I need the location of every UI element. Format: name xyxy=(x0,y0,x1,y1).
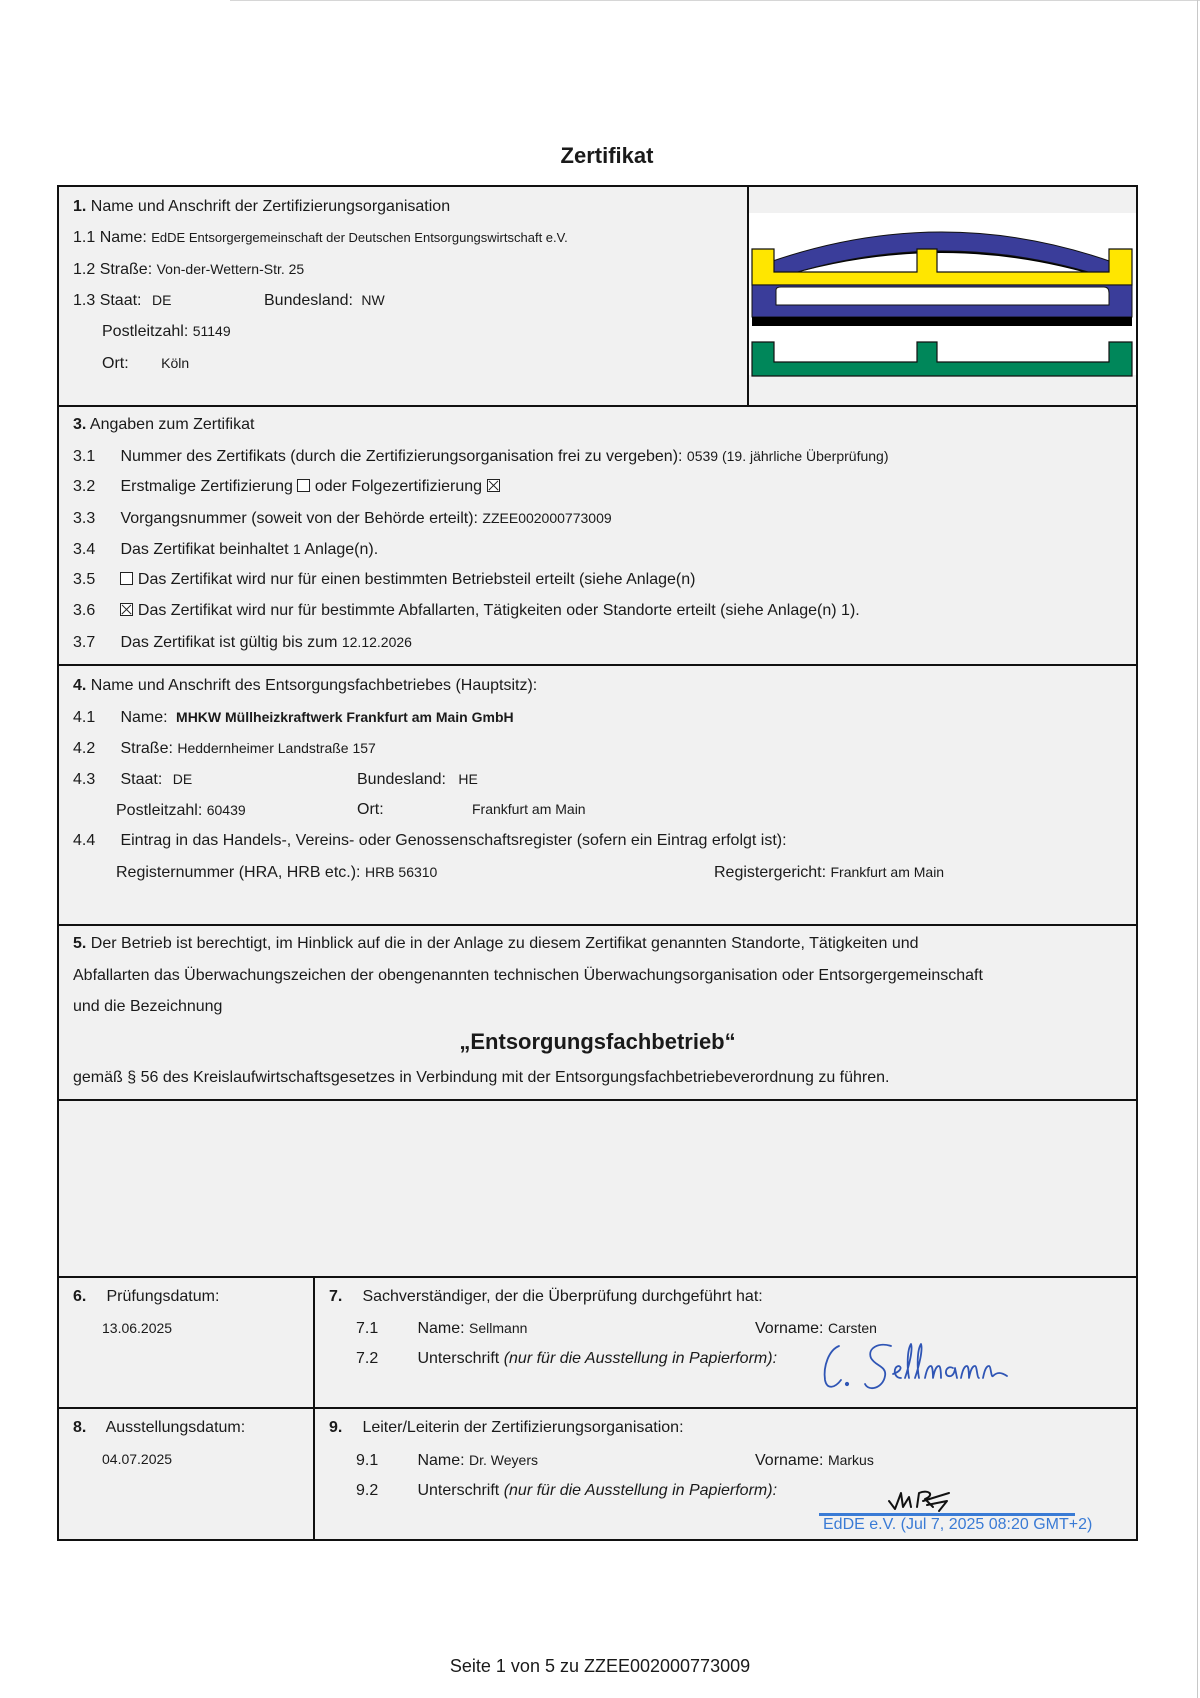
expert-heading: Sachverständiger, der die Überprüfung durchgeführt hat: xyxy=(362,1288,763,1305)
exam-date-label: Prüfungsdatum: xyxy=(106,1288,220,1305)
register-court-row xyxy=(714,862,944,883)
page-right-edge xyxy=(1197,0,1198,1698)
section-6-7-row xyxy=(57,1276,1138,1409)
company-street-row xyxy=(73,738,376,759)
org-street-value: Von-der-Wettern-Str. 25 xyxy=(156,261,305,277)
director-heading-row xyxy=(329,1418,684,1438)
section-8-9-row xyxy=(57,1407,1138,1541)
org-plz-row xyxy=(102,321,231,342)
designation-title: „Entsorgungsfachbetrieb“ xyxy=(459,1029,736,1054)
company-state-value: DE xyxy=(172,771,193,787)
section-number: 9. xyxy=(329,1419,343,1436)
issue-date-label: Ausstellungsdatum: xyxy=(105,1419,246,1436)
issue-date-label-row xyxy=(73,1418,245,1438)
initial-certification-label: Erstmalige Zertifizierung xyxy=(120,478,293,495)
director-signature-icon xyxy=(887,1487,957,1513)
item-number: 9.1 xyxy=(356,1452,379,1469)
edde-logo-icon xyxy=(749,187,1136,407)
company-ort-label: Ort: xyxy=(357,801,384,818)
company-ort-value: Frankfurt am Main xyxy=(472,801,586,817)
section-title: Name und Anschrift des Entsorgungsfachbetriebes (Hauptsitz): xyxy=(90,677,538,694)
procedure-number-row xyxy=(73,508,612,529)
company-name-value: MHKW Müllheizkraftwerk Frankfurt am Main GmbH xyxy=(176,709,514,725)
certification-type-row xyxy=(73,477,500,497)
org-plz-label: Postleitzahl: xyxy=(102,323,189,340)
esign-stamp: EdDE e.V. (Jul 7, 2025 08:20 GMT+2) xyxy=(823,1516,1093,1533)
validity-date: 12.12.2026 xyxy=(341,634,412,650)
section-1-organisation xyxy=(57,185,1138,407)
company-plz-row xyxy=(116,800,246,821)
page-footer: Seite 1 von 5 zu ZZEE002000773009 xyxy=(449,1656,751,1676)
section-4-company xyxy=(57,664,1138,926)
authorization-line-3: und die Bezeichnung xyxy=(73,998,223,1015)
item-number: 4.3 xyxy=(73,771,96,788)
org-bundesland-value: NW xyxy=(361,292,385,308)
org-street-label: 1.2 Straße: xyxy=(73,261,153,278)
section-number: 5. xyxy=(73,935,87,952)
org-bundesland-row xyxy=(264,290,385,311)
register-number-value: HRB 56310 xyxy=(364,864,438,880)
section-4-heading xyxy=(73,676,537,696)
cert-number-value: 0539 (19. jährliche Überprüfung) xyxy=(686,448,889,464)
authorization-line-2: Abfallarten das Überwachungszeichen der obengenannten technischen Überwachungsorganisation oder Entsorgergemeinschaft xyxy=(73,967,983,984)
company-name-row xyxy=(73,707,514,728)
org-name-value: EdDE Entsorgergemeinschaft der Deutschen Entsorgungswirtschaft e.V. xyxy=(151,230,568,245)
section-5-authorization xyxy=(57,924,1138,1101)
follow-up-certification-label: oder Folgezertifizierung xyxy=(314,478,483,495)
item-number: 7.1 xyxy=(356,1320,379,1337)
section-3-certificate-details xyxy=(57,405,1138,666)
company-ort-value-wrap xyxy=(472,799,586,820)
company-state-label: Staat: xyxy=(120,771,163,788)
register-court-value: Frankfurt am Main xyxy=(830,864,945,880)
procedure-number-label: Vorgangsnummer (soweit von der Behörde erteilt): xyxy=(120,510,478,527)
exam-date-value: 13.06.2025 xyxy=(102,1320,173,1336)
expert-firstname-value: Carsten xyxy=(827,1320,877,1336)
item-number: 3.2 xyxy=(73,478,96,495)
company-state-row xyxy=(73,769,192,790)
section-number: 4. xyxy=(73,677,87,694)
item-number: 7.2 xyxy=(356,1350,379,1367)
company-plz-label: Postleitzahl: xyxy=(116,802,203,819)
director-firstname-label: Vorname: xyxy=(755,1452,824,1469)
company-street-value: Heddernheimer Landstraße 157 xyxy=(177,740,376,756)
item-number: 4.4 xyxy=(73,832,96,849)
item-number: 3.3 xyxy=(73,510,96,527)
company-bundesland-value: HE xyxy=(458,771,478,787)
column-divider xyxy=(313,1409,315,1539)
attachments-suffix: Anlage(n). xyxy=(304,541,379,558)
expert-signature-row xyxy=(356,1349,777,1369)
company-ort-row xyxy=(357,800,384,820)
section-number: 8. xyxy=(73,1419,87,1436)
org-ort-row xyxy=(102,353,189,374)
company-bundesland-label: Bundesland: xyxy=(357,771,446,788)
attachments-row xyxy=(73,539,378,560)
item-number: 3.1 xyxy=(73,448,96,465)
operation-part-label: Das Zertifikat wird nur für einen bestimmten Betriebsteil erteilt (siehe Anlage(n) xyxy=(137,571,696,588)
section-number: 7. xyxy=(329,1288,343,1305)
authorization-text: Der Betrieb ist berechtigt, im Hinblick auf die in der Anlage zu diesem Zertifikat genannten Standorte, Tätigkeiten und xyxy=(90,935,919,952)
section-title: Angaben zum Zertifikat xyxy=(89,416,255,433)
follow-up-certification-checkbox[interactable] xyxy=(487,479,500,492)
org-plz-value: 51149 xyxy=(192,323,231,339)
section-3-heading xyxy=(73,415,254,435)
item-number: 4.1 xyxy=(73,709,96,726)
expert-heading-row xyxy=(329,1287,763,1307)
org-name-label: 1.1 Name: xyxy=(73,229,147,246)
org-state-label: 1.3 Staat: xyxy=(73,292,142,309)
column-divider xyxy=(313,1278,315,1407)
procedure-number-value: ZZEE002000773009 xyxy=(482,510,612,526)
register-row xyxy=(73,831,787,851)
org-bundesland-label: Bundesland: xyxy=(264,292,353,309)
cert-number-row xyxy=(73,446,889,467)
org-state-value: DE xyxy=(151,292,172,308)
org-state-row xyxy=(73,290,171,311)
exam-date-label-row xyxy=(73,1287,219,1307)
director-firstname-row xyxy=(755,1450,874,1471)
signature-label: Unterschrift xyxy=(417,1482,500,1499)
director-heading: Leiter/Leiterin der Zertifizierungsorganisation: xyxy=(362,1419,684,1436)
expert-firstname-label: Vorname: xyxy=(755,1320,824,1337)
waste-types-row xyxy=(73,601,860,621)
attachments-count: 1 xyxy=(292,541,301,557)
operation-part-row xyxy=(73,570,695,590)
section-number: 1. xyxy=(73,198,87,215)
org-ort-label: Ort: xyxy=(102,355,129,372)
register-number-label: Registernummer (HRA, HRB etc.): xyxy=(116,864,361,881)
page-top-edge xyxy=(230,0,1200,1)
company-name-label: Name: xyxy=(120,709,168,726)
item-number: 9.2 xyxy=(356,1482,379,1499)
section-title: Name und Anschrift der Zertifizierungsorganisation xyxy=(90,198,451,215)
logo-area xyxy=(749,187,1136,407)
company-plz-value: 60439 xyxy=(206,802,246,818)
item-number: 3.6 xyxy=(73,602,96,619)
initial-certification-checkbox[interactable] xyxy=(297,479,310,492)
company-bundesland-row xyxy=(357,769,478,790)
cert-number-label: Nummer des Zertifikats (durch die Zertifizierungsorganisation frei zu vergeben): xyxy=(120,448,683,465)
register-label: Eintrag in das Handels-, Vereins- oder Genossenschaftsregister (sofern ein Eintrag erfolgt ist): xyxy=(120,832,787,849)
expert-name-value: Sellmann xyxy=(469,1320,528,1336)
item-number: 3.7 xyxy=(73,634,96,651)
item-number: 3.4 xyxy=(73,541,96,558)
director-signature-row xyxy=(356,1481,777,1501)
item-number: 4.2 xyxy=(73,740,96,757)
section-number: 6. xyxy=(73,1288,87,1305)
signature-label: Unterschrift xyxy=(417,1350,500,1367)
signature-note: (nur für die Ausstellung in Papierform): xyxy=(503,1482,778,1499)
expert-name-row xyxy=(356,1318,527,1339)
director-name-row xyxy=(356,1450,538,1471)
authorization-line-4: gemäß § 56 des Kreislaufwirtschaftsgesetzes in Verbindung mit der Entsorgungsfachbetriebeverordnung zu führen. xyxy=(73,1069,890,1086)
attachments-label: Das Zertifikat beinhaltet xyxy=(120,541,289,558)
operation-part-checkbox[interactable] xyxy=(120,572,133,585)
expert-name-label: Name: xyxy=(417,1320,465,1337)
org-street-row xyxy=(73,259,304,280)
org-name-row xyxy=(73,228,568,248)
waste-types-label: Das Zertifikat wird nur für bestimmte Abfallarten, Tätigkeiten oder Standorte erteilt (siehe Anlage(n) 1). xyxy=(137,602,860,619)
document-title: Zertifikat xyxy=(560,143,654,168)
register-number-row xyxy=(116,862,437,883)
section-1-heading xyxy=(73,197,450,217)
director-name-label: Name: xyxy=(417,1452,465,1469)
register-court-label: Registergericht: xyxy=(714,864,827,881)
company-street-label: Straße: xyxy=(120,740,173,757)
waste-types-checkbox[interactable] xyxy=(120,603,133,616)
validity-row xyxy=(73,632,412,653)
director-name-value: Dr. Weyers xyxy=(469,1452,539,1468)
empty-block xyxy=(57,1099,1138,1278)
signature-note: (nur für die Ausstellung in Papierform): xyxy=(503,1350,778,1367)
validity-label: Das Zertifikat ist gültig bis zum xyxy=(120,634,338,651)
item-number: 3.5 xyxy=(73,571,96,588)
authorization-line-1 xyxy=(73,934,919,954)
issue-date-value: 04.07.2025 xyxy=(102,1451,173,1467)
section-number: 3. xyxy=(73,416,87,433)
expert-signature-icon xyxy=(821,1336,1036,1398)
director-firstname-value: Markus xyxy=(827,1452,874,1468)
org-ort-value: Köln xyxy=(161,355,190,371)
